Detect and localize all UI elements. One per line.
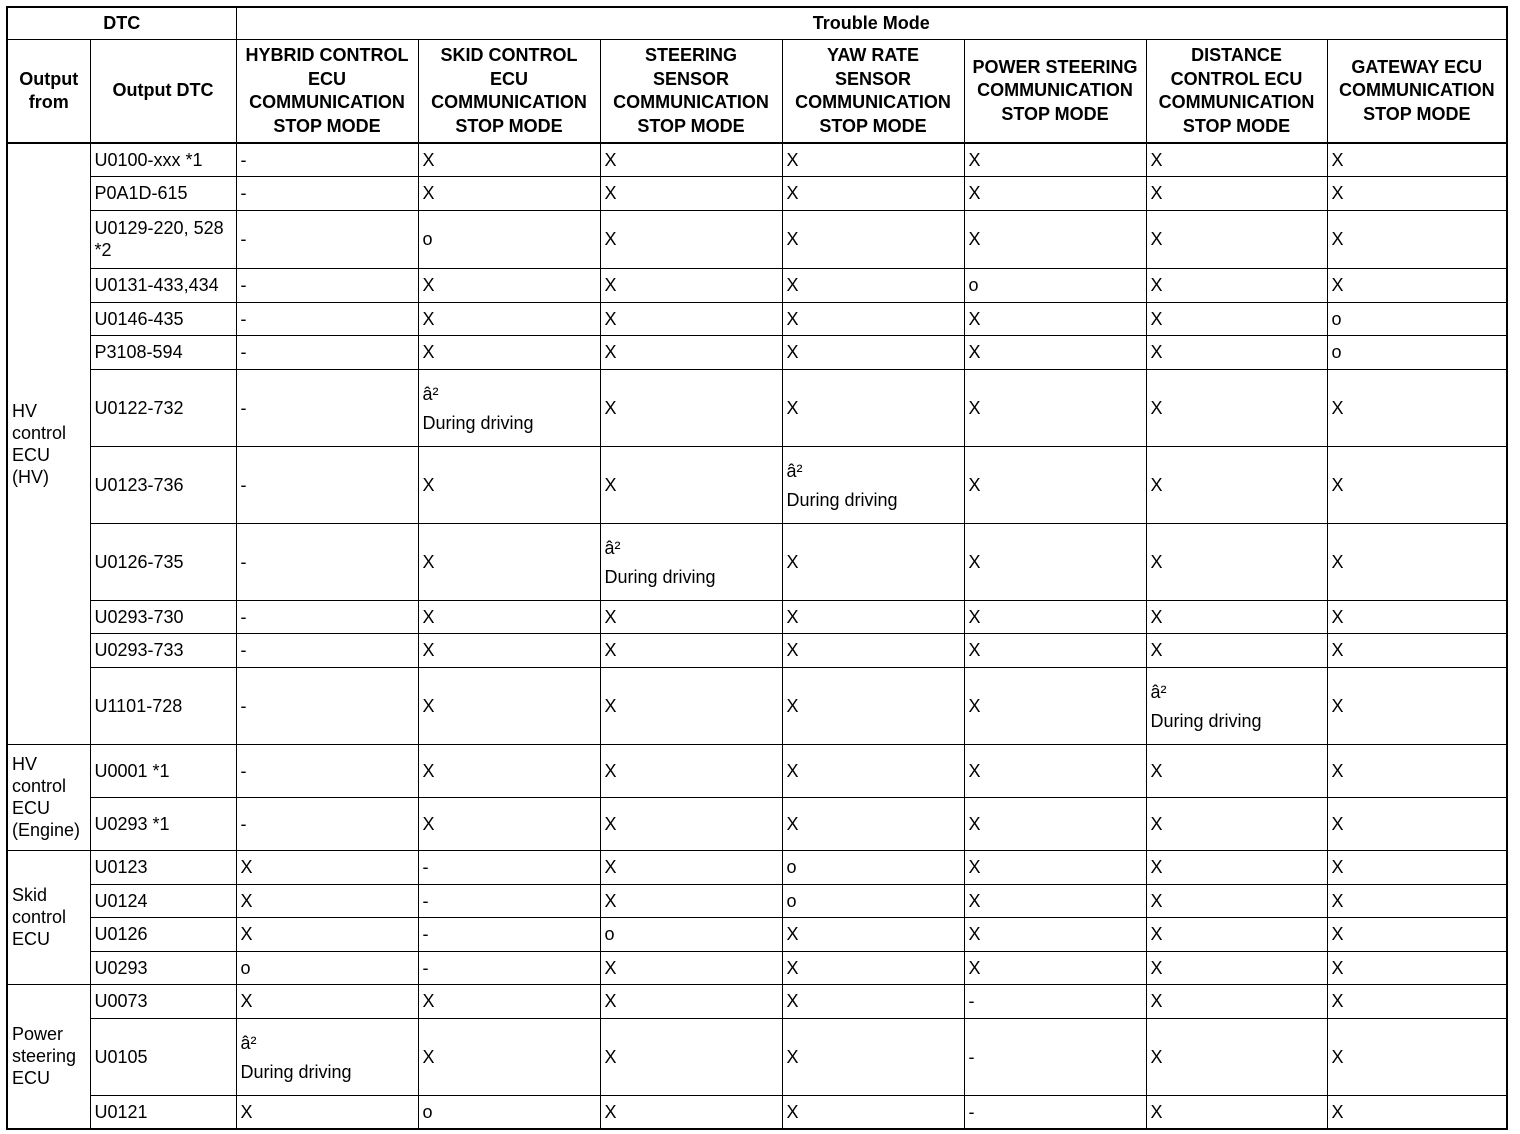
mode-mark: â² [604, 537, 621, 558]
mode-cell: X [964, 143, 1146, 176]
mode-cell: X [782, 984, 964, 1018]
mode-cell: - [236, 335, 418, 369]
output-from-cell: HV control ECU (Engine) [7, 744, 90, 850]
output-from-header: Output from [7, 40, 90, 144]
table-row [7, 369, 1507, 446]
mode-cell: X [782, 268, 964, 302]
mode-cell: X [782, 335, 964, 369]
mode-cell: X [1146, 600, 1327, 633]
mode-cell: X [1146, 850, 1327, 884]
mode-cell: - [236, 744, 418, 797]
table-row [7, 302, 1507, 335]
table-row [7, 335, 1507, 369]
table-row [7, 667, 1507, 744]
mode-header-steering: STEERING SENSOR COMMUNICATION STOP MODE [600, 40, 782, 144]
mode-cell: X [600, 446, 782, 523]
mode-header-yaw-rate: YAW RATE SENSOR COMMUNICATION STOP MODE [782, 40, 964, 144]
table-row [7, 523, 1507, 600]
mode-header-skid: SKID CONTROL ECU COMMUNICATION STOP MODE [418, 40, 600, 144]
output-dtc-cell: U0126-735 [90, 523, 236, 600]
mode-cell: X [600, 369, 782, 446]
mode-cell: - [236, 446, 418, 523]
output-dtc-cell: P3108-594 [90, 335, 236, 369]
mode-cell: X [236, 917, 418, 951]
output-dtc-cell: U0100-xxx *1 [90, 143, 236, 176]
mode-cell: X [782, 917, 964, 951]
trouble-mode-group-header: Trouble Mode [236, 7, 1507, 40]
mode-cell-note [418, 369, 600, 446]
mode-cell: X [964, 523, 1146, 600]
mode-cell: X [1146, 369, 1327, 446]
mode-mark: â² [786, 460, 803, 481]
mode-cell: X [964, 600, 1146, 633]
mode-cell: X [1146, 210, 1327, 268]
mode-cell: - [418, 951, 600, 984]
mode-cell-note [600, 523, 782, 600]
mode-cell: - [236, 600, 418, 633]
table-row [7, 210, 1507, 268]
output-dtc-cell: U0146-435 [90, 302, 236, 335]
mode-cell: X [600, 744, 782, 797]
mode-cell: - [236, 302, 418, 335]
mode-cell: X [600, 143, 782, 176]
mode-cell: X [1327, 523, 1507, 600]
output-from-cell: Power steering ECU [7, 984, 90, 1129]
mode-cell: - [964, 1095, 1146, 1129]
mode-cell: X [600, 210, 782, 268]
header-group-row [7, 7, 1507, 40]
mode-cell: X [1327, 1018, 1507, 1095]
mode-cell: X [1146, 797, 1327, 850]
mode-cell-note [1146, 667, 1327, 744]
mode-header-power-steering: POWER STEERING COMMUNICATION STOP MODE [964, 40, 1146, 144]
mode-cell: X [600, 176, 782, 210]
output-dtc-cell: U0293-730 [90, 600, 236, 633]
mode-cell: - [236, 210, 418, 268]
mode-cell: X [236, 1095, 418, 1129]
mode-cell: X [1327, 917, 1507, 951]
output-dtc-cell: U0105 [90, 1018, 236, 1095]
output-dtc-cell: U0001 *1 [90, 744, 236, 797]
mode-cell: X [1327, 884, 1507, 917]
mode-cell: - [236, 176, 418, 210]
table-row [7, 446, 1507, 523]
table-row [7, 850, 1507, 884]
mode-cell: X [600, 667, 782, 744]
mode-cell: X [1327, 633, 1507, 667]
mode-note: During driving [1150, 710, 1262, 731]
mode-cell: X [418, 1018, 600, 1095]
mode-cell: X [418, 302, 600, 335]
mode-cell: X [600, 335, 782, 369]
mode-cell: X [1327, 850, 1507, 884]
output-dtc-cell: P0A1D-615 [90, 176, 236, 210]
mode-cell: o [1327, 302, 1507, 335]
mode-cell: X [964, 302, 1146, 335]
mode-note: During driving [422, 412, 534, 433]
mode-cell: X [964, 797, 1146, 850]
mode-cell: o [782, 850, 964, 884]
table-row [7, 600, 1507, 633]
mode-cell: X [600, 1018, 782, 1095]
mode-note: During driving [240, 1061, 352, 1082]
mode-note: During driving [604, 566, 716, 587]
mode-cell: X [600, 850, 782, 884]
mode-cell: X [418, 667, 600, 744]
mode-cell: X [600, 600, 782, 633]
table-row [7, 951, 1507, 984]
mode-cell: X [782, 744, 964, 797]
mode-cell: X [964, 744, 1146, 797]
mode-cell: X [782, 302, 964, 335]
dtc-group-header: DTC [7, 7, 236, 40]
mode-cell: X [964, 369, 1146, 446]
mode-cell: X [964, 850, 1146, 884]
mode-cell: - [418, 884, 600, 917]
mode-cell: - [418, 850, 600, 884]
mode-cell: X [418, 744, 600, 797]
mode-cell: X [600, 302, 782, 335]
mode-cell: X [1327, 369, 1507, 446]
mode-cell: X [418, 984, 600, 1018]
mode-cell: X [782, 176, 964, 210]
header-column-row [7, 40, 1507, 144]
mode-cell: - [418, 917, 600, 951]
mode-cell: X [1327, 143, 1507, 176]
output-dtc-cell: U0129-220, 528 *2 [90, 210, 236, 268]
output-dtc-cell: U0293 *1 [90, 797, 236, 850]
mode-cell: X [418, 268, 600, 302]
output-dtc-cell: U0293-733 [90, 633, 236, 667]
table-row [7, 268, 1507, 302]
table-row [7, 917, 1507, 951]
mode-cell: X [782, 1018, 964, 1095]
mode-cell: X [782, 633, 964, 667]
mode-cell: X [782, 797, 964, 850]
mode-cell: X [1146, 917, 1327, 951]
output-dtc-cell: U0293 [90, 951, 236, 984]
table-row [7, 797, 1507, 850]
mode-cell: X [1146, 984, 1327, 1018]
mode-cell: X [1146, 884, 1327, 917]
table-body [7, 143, 1507, 1129]
mode-cell: X [1146, 951, 1327, 984]
mode-cell: - [964, 984, 1146, 1018]
output-dtc-cell: U0121 [90, 1095, 236, 1129]
mode-cell: o [600, 917, 782, 951]
mode-cell: X [964, 210, 1146, 268]
mode-cell: X [782, 143, 964, 176]
output-from-cell: HV control ECU (HV) [7, 143, 90, 744]
mode-cell: X [1146, 446, 1327, 523]
mode-cell: X [782, 951, 964, 984]
mode-cell: X [1146, 1095, 1327, 1129]
mode-cell-note [236, 1018, 418, 1095]
mode-cell: X [1146, 302, 1327, 335]
table-row [7, 633, 1507, 667]
mode-mark: â² [1150, 681, 1167, 702]
mode-cell: X [964, 446, 1146, 523]
mode-header-distance-control: DISTANCE CONTROL ECU COMMUNICATION STOP MODE [1146, 40, 1327, 144]
mode-cell: X [782, 210, 964, 268]
table-row [7, 1095, 1507, 1129]
mode-cell: X [1327, 600, 1507, 633]
mode-header-gateway: GATEWAY ECU COMMUNICATION STOP MODE [1327, 40, 1507, 144]
mode-cell: X [1327, 984, 1507, 1018]
mode-cell: X [1327, 744, 1507, 797]
mode-cell: o [1327, 335, 1507, 369]
mode-cell: X [1327, 797, 1507, 850]
mode-cell: X [1146, 633, 1327, 667]
mode-cell: X [782, 667, 964, 744]
mode-cell: X [1146, 143, 1327, 176]
mode-cell: X [964, 633, 1146, 667]
mode-cell: X [964, 176, 1146, 210]
mode-cell: - [236, 143, 418, 176]
mode-cell: X [1327, 268, 1507, 302]
mode-cell: X [418, 523, 600, 600]
mode-mark: â² [240, 1032, 257, 1053]
mode-cell: o [964, 268, 1146, 302]
mode-cell: - [236, 523, 418, 600]
mode-cell: o [418, 1095, 600, 1129]
mode-cell: - [236, 797, 418, 850]
output-dtc-cell: U0073 [90, 984, 236, 1018]
mode-cell: X [1327, 446, 1507, 523]
output-dtc-cell: U0123-736 [90, 446, 236, 523]
mode-cell: X [418, 143, 600, 176]
mode-header-hybrid: HYBRID CONTROL ECU COMMUNICATION STOP MODE [236, 40, 418, 144]
mode-cell: X [1146, 268, 1327, 302]
mode-cell: X [1327, 951, 1507, 984]
mode-cell: X [600, 268, 782, 302]
output-dtc-cell: U0123 [90, 850, 236, 884]
mode-cell: X [964, 335, 1146, 369]
output-dtc-header: Output DTC [90, 40, 236, 144]
output-dtc-cell: U1101-728 [90, 667, 236, 744]
mode-cell: X [600, 633, 782, 667]
mode-cell: X [236, 884, 418, 917]
mode-cell: X [782, 369, 964, 446]
mode-cell: o [418, 210, 600, 268]
mode-cell: X [1327, 210, 1507, 268]
mode-cell: X [236, 850, 418, 884]
mode-cell: X [1327, 1095, 1507, 1129]
mode-cell: X [600, 797, 782, 850]
mode-cell: - [964, 1018, 1146, 1095]
mode-mark: â² [422, 383, 439, 404]
output-dtc-cell: U0124 [90, 884, 236, 917]
mode-cell: X [964, 951, 1146, 984]
mode-cell: X [236, 984, 418, 1018]
mode-cell: - [236, 268, 418, 302]
table-row [7, 884, 1507, 917]
mode-cell: X [418, 176, 600, 210]
mode-cell: X [782, 1095, 964, 1129]
mode-cell: X [418, 335, 600, 369]
mode-cell: X [1146, 744, 1327, 797]
mode-cell: X [418, 446, 600, 523]
output-dtc-cell: U0122-732 [90, 369, 236, 446]
output-dtc-cell: U0126 [90, 917, 236, 951]
mode-cell: X [782, 523, 964, 600]
mode-cell: X [600, 984, 782, 1018]
mode-cell: o [236, 951, 418, 984]
mode-cell: X [1146, 523, 1327, 600]
mode-cell: X [1146, 335, 1327, 369]
mode-cell-note [782, 446, 964, 523]
mode-cell: X [1327, 176, 1507, 210]
mode-cell: X [782, 600, 964, 633]
mode-cell: X [600, 1095, 782, 1129]
table-row [7, 176, 1507, 210]
mode-cell: X [600, 951, 782, 984]
mode-cell: X [1327, 667, 1507, 744]
table-row [7, 1018, 1507, 1095]
mode-note: During driving [786, 489, 898, 510]
output-dtc-cell: U0131-433,434 [90, 268, 236, 302]
mode-cell: X [1146, 176, 1327, 210]
mode-cell: X [1146, 1018, 1327, 1095]
mode-cell: - [236, 369, 418, 446]
mode-cell: X [418, 600, 600, 633]
mode-cell: - [236, 633, 418, 667]
mode-cell: - [236, 667, 418, 744]
dtc-trouble-mode-table [6, 6, 1508, 1130]
table-row [7, 143, 1507, 176]
mode-cell: X [964, 667, 1146, 744]
table-row [7, 984, 1507, 1018]
mode-cell: X [964, 917, 1146, 951]
mode-cell: o [782, 884, 964, 917]
mode-cell: X [418, 797, 600, 850]
mode-cell: X [600, 884, 782, 917]
table-row [7, 744, 1507, 797]
mode-cell: X [964, 884, 1146, 917]
mode-cell: X [418, 633, 600, 667]
output-from-cell: Skid control ECU [7, 850, 90, 984]
